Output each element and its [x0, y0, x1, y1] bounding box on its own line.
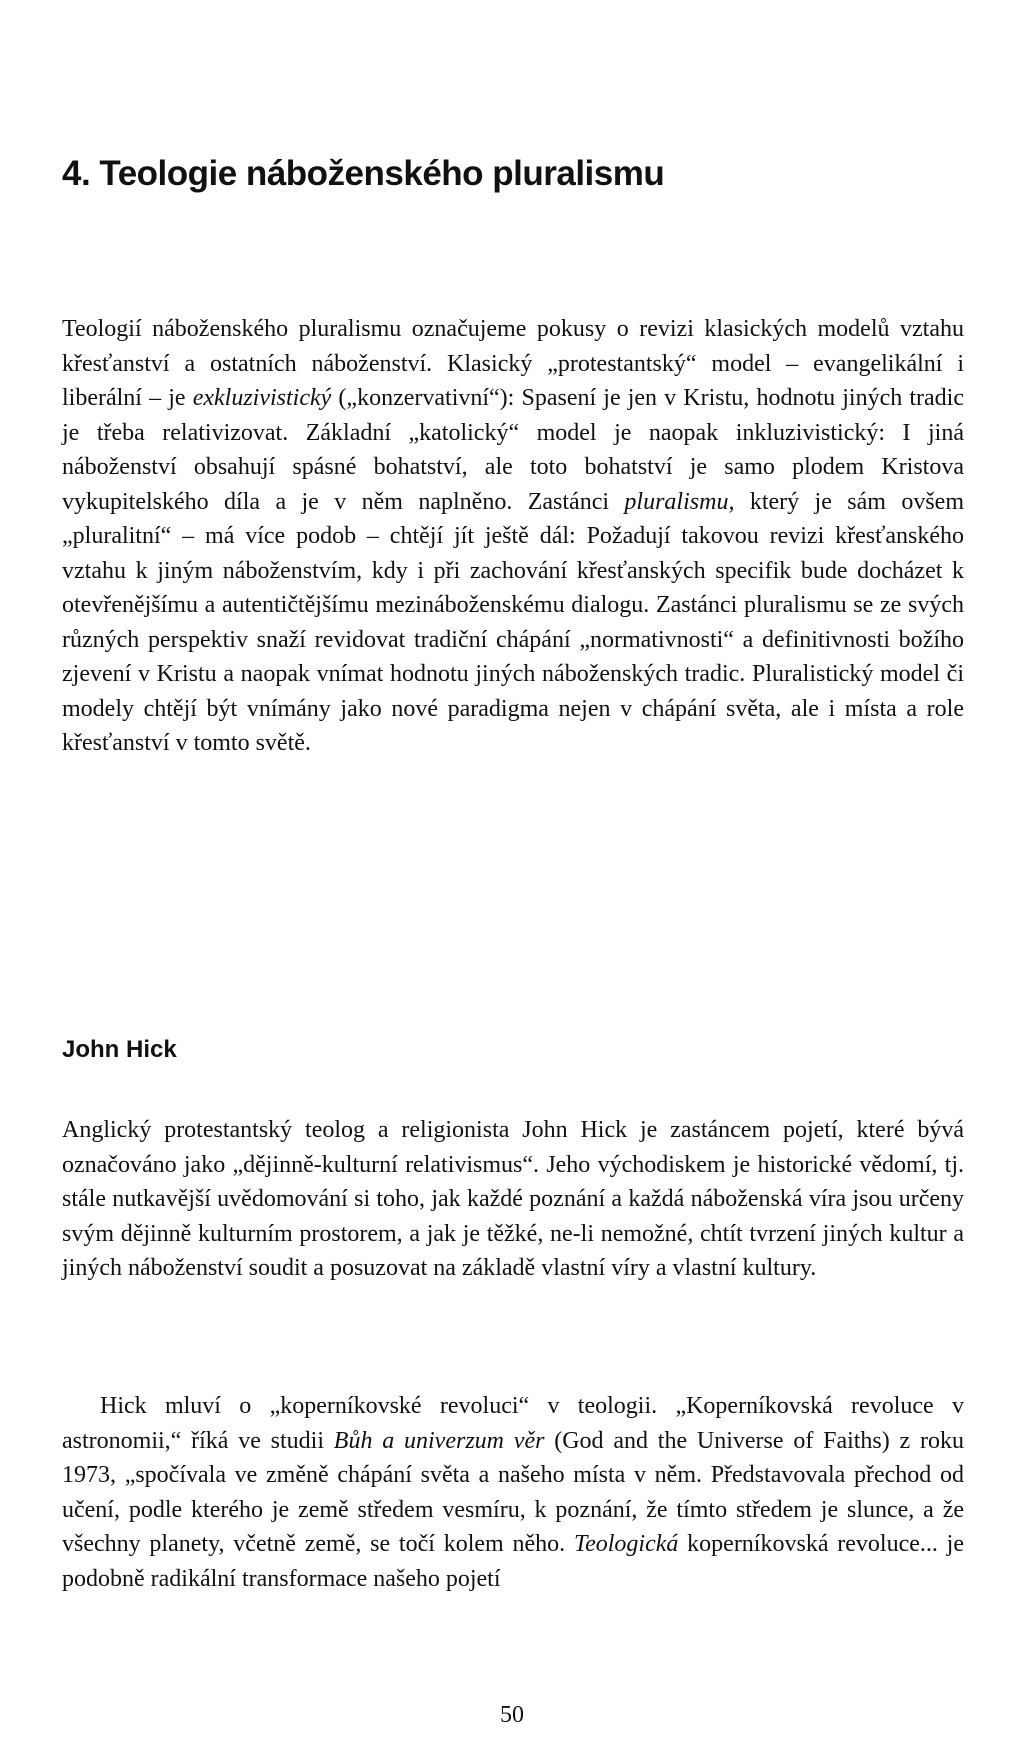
hick-paragraph-1: Anglický protestantský teolog a religionista John Hick je zastáncem pojetí, které bývá označováno jako „dějinně-kulturní relativismus“. Jeho východiskem je historické vědomí, tj. stále nutkavější uvědomování si toho, jak každé poznání a každá náboženská víra jsou určeny svým dějinně kulturním prostorem, a jak je těžké, ne-li nemožné, chtít tvrzení jiných kultur a jiných náboženství soudit a posuzovat na základě vlastní víry a vlastní kultury. [62, 1117, 964, 1281]
hick-paragraph-2 [62, 1389, 964, 1596]
intro-emphasis-pluralismu: pluralismu, [624, 488, 735, 515]
page-number: 50 [500, 1702, 524, 1728]
hick-p2-text-3: koperníkovská revoluce... je podobně radikální transformace našeho pojetí [62, 1531, 964, 1592]
hick-p2-book-title: Bůh a univerzum věr [333, 1427, 545, 1454]
intro-text-3: který je sám ovšem „pluralitní“ – má více podob – chtějí jít ještě dál: Požadují takovou revizi křesťanského vztahu k jiným náboženstvím, kdy i při zachování křesťanských specifik bude docházet k otevřenějšímu a autentičtějšímu mezináboženskému dialogu. Zastánci pluralismu se ze svých různých perspektiv snaží revidovat tradiční chápání „normativnosti“ a definitivnosti božího zjevení v Kristu a naopak vnímat hodnotu jiných náboženských tradic. Pluralistický model či modely chtějí být vnímány jako nové paradigma nejen v chápání světa, ale i místa a role křesťanství v tomto světě. [62, 488, 964, 756]
hick-p2-text-1: Hick mluví o „koperníkovské revoluci“ v teologii. „Koperníkovská revoluce v astronomii,“ říká ve studii [62, 1393, 964, 1454]
hick-p2-text-2: (God and the Universe of Faiths) z roku 1973, „spočívala ve změně chápání světa a našeho místa v něm. Představovala přechod od učení, podle kterého je země středem vesmíru, k poznání, že tímto středem je slunce, a že všechny planety, včetně země, se točí kolem něho. [62, 1427, 964, 1557]
intro-text-2: („konzervativní“): Spasení je jen v Kristu, hodnotu jiných tradic je třeba relativizovat. Základní „katolický“ model je naopak inkluzivistický: I jiná náboženství obsahují spásné bohatství, ale toto bohatství je samo plodem Kristova vykupitelského díla a je v něm naplněno. Zastánci [62, 385, 965, 515]
chapter-title: 4. Teologie náboženského pluralismu [62, 154, 665, 193]
intro-emphasis-exkluzivisticky: exkluzivistický [192, 385, 332, 411]
intro-paragraph [62, 312, 964, 761]
section-heading-john-hick: John Hick [62, 1036, 177, 1063]
hick-p2-emphasis-teologicka: Teologická [573, 1531, 679, 1557]
intro-text-1: Teologií náboženského pluralismu označujeme pokusy o revizi klasických modelů vztahu křesťanství a ostatních náboženství. Klasický „protestantský“ model – evangelikální i liberální – je [62, 316, 964, 411]
